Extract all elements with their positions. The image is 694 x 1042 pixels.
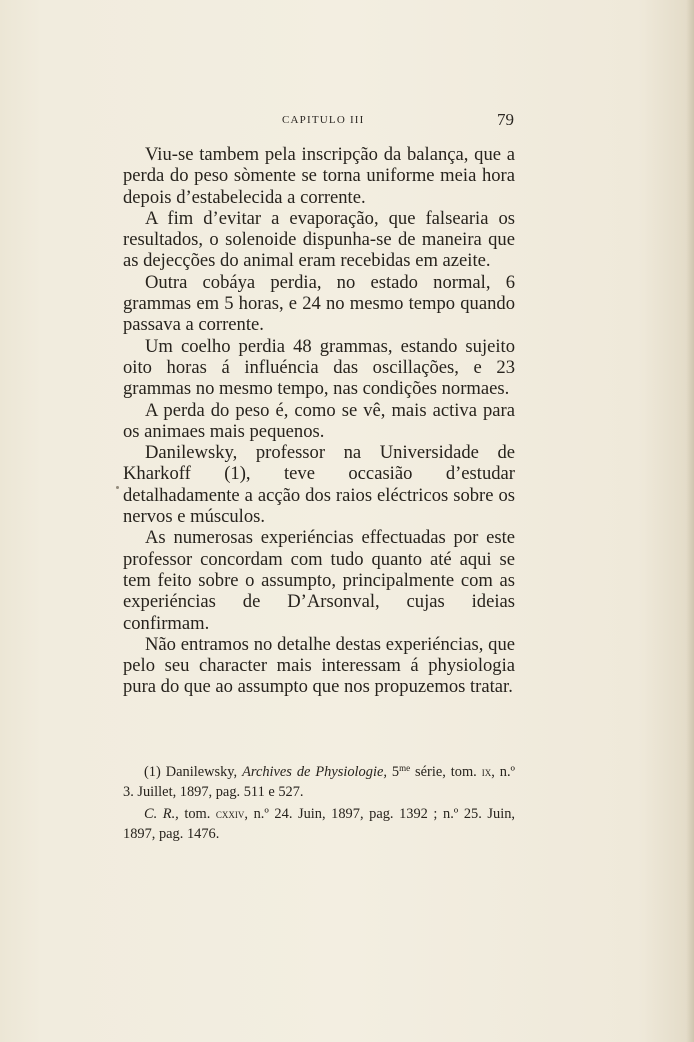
footnote-1-marker: (1) Danilewsky, (144, 764, 243, 780)
footnote-1-rest: , n.º 3. Juillet, 1897, pag. 511 e 527. (123, 764, 516, 800)
footnote-1-series-num: 5 (386, 764, 400, 780)
footnote-1-series-sup: me (399, 763, 411, 773)
footnote-2-journal: C. R., (144, 806, 179, 822)
paragraph: Um coelho perdia 48 grammas, estando sujeito oito horas á influéncia das oscillações, e 23 grammas no mesmo tempo, nas condições normaes. (123, 335, 515, 400)
running-head: CAPITULO III (282, 114, 365, 126)
footnote-1-series-rest: série, tom. (410, 764, 482, 780)
page-number: 79 (497, 110, 514, 129)
paragraph: Danilewsky, professor na Universidade de Kharkoff (1), teve occasião d’estudar detalhadamente a acção dos raios eléctricos sobre os nervos e músculos. (123, 442, 515, 528)
page-header (130, 110, 514, 134)
page-edge-shadow (686, 0, 694, 1042)
footnote-1-tom-roman: ix (481, 764, 492, 779)
footnotes (123, 762, 515, 846)
paragraph: Outra cobáya perdia, no estado normal, 6 grammas em 5 horas, e 24 no mesmo tempo quando passava a corrente. (123, 271, 515, 336)
footnote-1 (123, 762, 515, 802)
paragraph: Não entramos no detalhe destas experiéncias, que pelo seu character mais interessam á physiologia pura do que ao assumpto que nos propuzemos tratar. (123, 633, 515, 698)
footnote-1-journal: Archives de Physiologie, (242, 764, 387, 780)
footnote-2 (123, 804, 515, 844)
paragraph: Viu-se tambem pela inscripção da balança, que a perda do peso sòmente se torna uniforme meia hora depois d’estabelecida a corrente. (123, 144, 515, 208)
paragraph: A perda do peso é, como se vê, mais activa para os animaes mais pequenos. (123, 399, 515, 442)
paragraph: As numerosas experiéncias effectuadas por este professor concordam com tudo quanto até aqui se tem feito sobre o assumpto, principalmente com as experiéncias de D’Arsonval, cujas ideias confirmam. (123, 527, 515, 634)
footnote-2-rest: , n.º 24. Juin, 1897, pag. 1392 ; n.º 25. Juin, 1897, pag. 1476. (123, 806, 515, 842)
footnote-2-tom-label: tom. (178, 806, 216, 822)
paragraph: A fim d’evitar a evaporação, que falsearia os resultados, o solenoide dispunha-se de maneira que as dejecções do animal eram recebidas em azeite. (123, 207, 515, 272)
body-text (123, 144, 515, 698)
footnote-2-tom-roman: cxxiv (215, 806, 245, 821)
paper-speck (116, 486, 119, 489)
